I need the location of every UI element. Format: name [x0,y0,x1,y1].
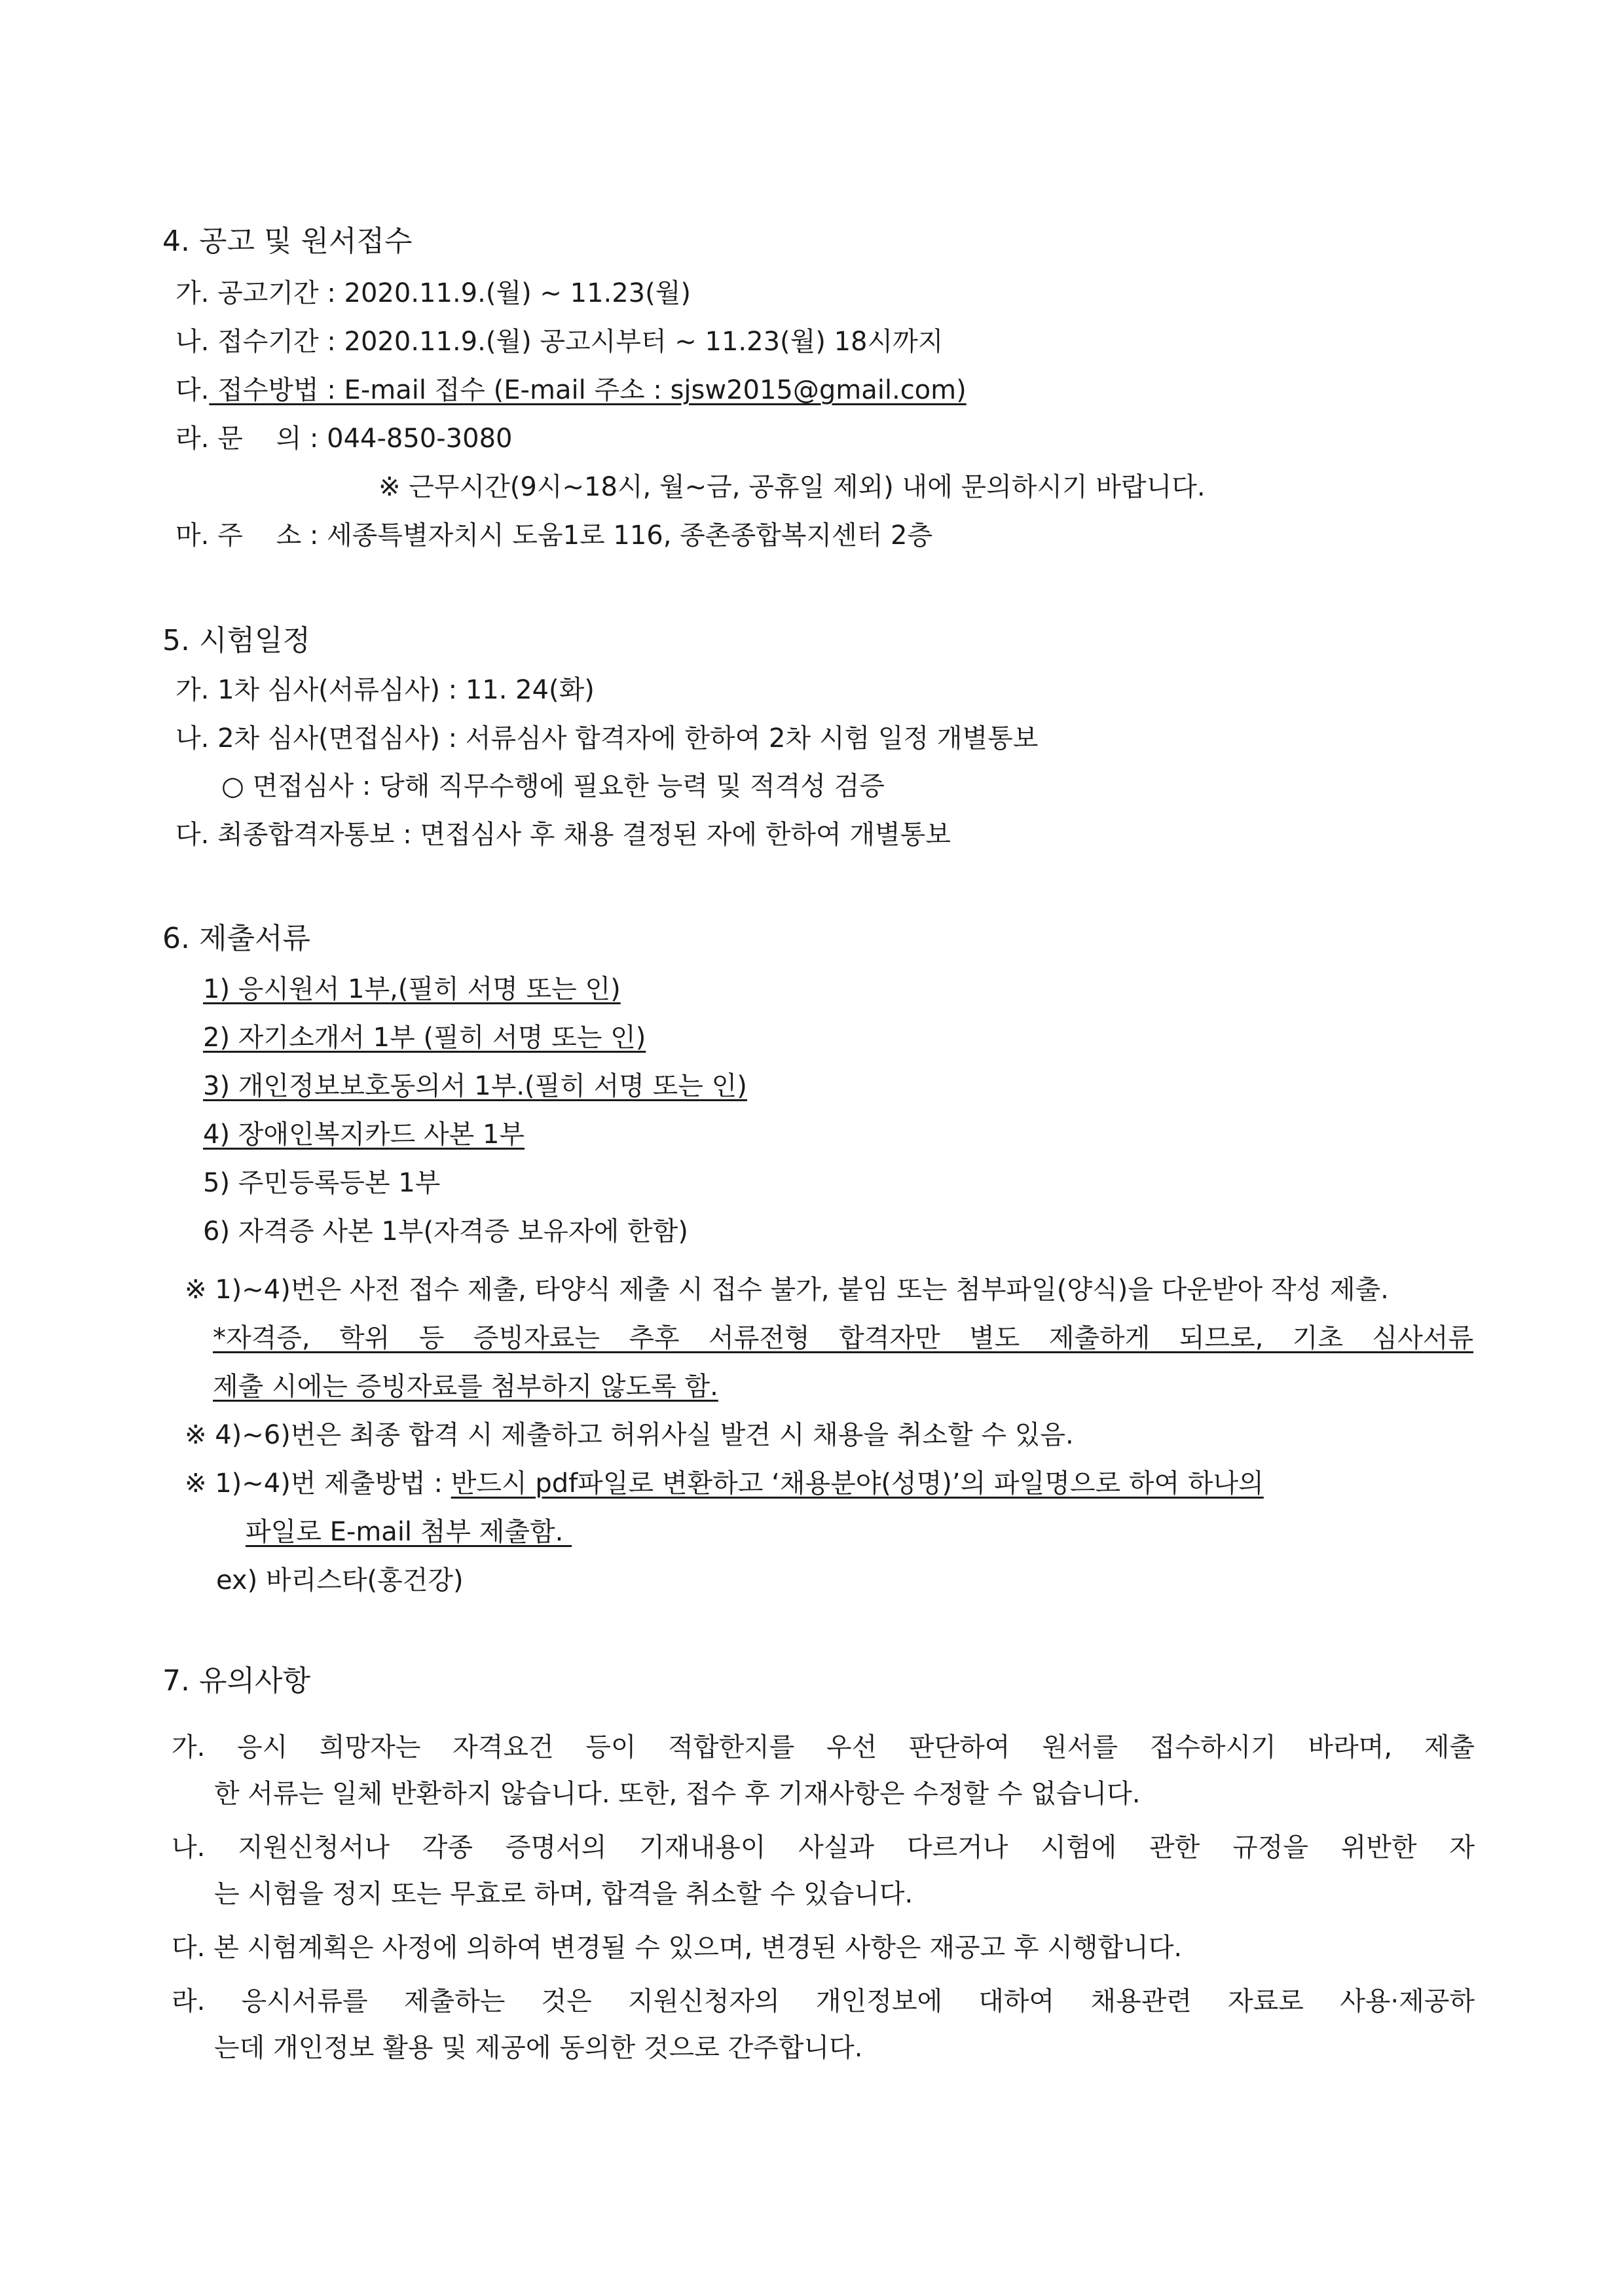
s4-receipt-method [175,374,967,406]
s6-example: ex) 바리스타(홍건강) [216,1565,464,1595]
doc-item-3: 3) 개인정보보호동의서 1부.(필히 서명 또는 인) [203,1071,747,1101]
doc-item-2: 2) 자기소개서 1부 (필히 서명 또는 인) [203,1023,646,1053]
s6-note-3 [185,1468,1264,1499]
s5-final-notice: 다. 최종합격자통보 : 면접심사 후 채용 결정된 자에 한하여 개별통보 [175,820,951,850]
doc-item-6: 6) 자격증 사본 1부(자격증 보유자에 한함) [203,1216,688,1247]
s5-first-review: 가. 1차 심사(서류심사) : 11. 24(화) [175,675,595,705]
s4-posting-period: 가. 공고기간 : 2020.11.9.(월) ~ 11.23(월) [175,278,691,308]
section-5-title: 5. 시험일정 [162,624,310,657]
section-6-title: 6. 제출서류 [162,922,310,955]
s6-note-1: ※ 1)~4)번은 사전 접수 제출, 타양식 제출 시 접수 불가, 붙임 또는 첨부파일(양식)을 다운받아 작성 제출. [185,1275,1389,1305]
s6-note-3-prefix: ※ 1)~4)번 제출방법 : [185,1468,451,1499]
s4-inquiry: 라. 문 의 : 044-850-3080 [175,424,513,454]
s7-item-ga-line-1: 가. 응시 희망자는 자격요건 등이 적합한지를 우선 판단하여 원서를 접수하시기 바라며, 제출 [172,1732,1475,1762]
s6-note-1-line-2: *자격증, 학위 등 증빙자료는 추후 서류전형 합격자만 별도 제출하게 되므로, 기초 심사서류 [213,1323,1473,1353]
s7-item-ra-line-1: 라. 응시서류를 제출하는 것은 지원신청자의 개인정보에 대하여 채용관련 자료로 사용·제공하 [172,1986,1475,2016]
s7-item-na-line-2: 는 시험을 정지 또는 무효로 하며, 합격을 취소할 수 있습니다. [214,1879,913,1909]
s4-receipt-period: 나. 접수기간 : 2020.11.9.(월) 공고시부터 ~ 11.23(월) 18시까지 [175,327,944,357]
s6-note-3-text: 반드시 pdf파일로 변환하고 ‘채용분야(성명)’의 파일명으로 하여 하나의 [451,1468,1264,1499]
s7-item-ra-line-2: 는데 개인정보 활용 및 제공에 동의한 것으로 간주합니다. [214,2033,863,2063]
s7-item-ga-line-2: 한 서류는 일체 반환하지 않습니다. 또한, 접수 후 기재사항은 수정할 수 없습니다. [214,1779,1141,1809]
section-4-title: 4. 공고 및 원서접수 [162,225,413,258]
s7-item-da: 다. 본 시험계획은 사정에 의하여 변경될 수 있으며, 변경된 사항은 재공고 후 시행합니다. [172,1933,1183,1963]
s4-receipt-method-prefix: 다. [175,375,210,405]
s5-interview-note: ○ 면접심사 : 당해 직무수행에 필요한 능력 및 적격성 검증 [221,771,885,801]
s5-second-review: 나. 2차 심사(면접심사) : 서류심사 합격자에 한하여 2차 시험 일정 개별통보 [175,723,1039,754]
s4-inquiry-note: ※ 근무시간(9시~18시, 월~금, 공휴일 제외) 내에 문의하시기 바랍니다. [378,472,1206,502]
s4-receipt-method-text: 접수방법 : E-mail 접수 (E-mail 주소 : sjsw2015@gmail.com) [209,375,967,405]
doc-item-5: 5) 주민등록등본 1부 [203,1168,441,1198]
doc-item-4: 4) 장애인복지카드 사본 1부 [203,1120,525,1150]
doc-item-1: 1) 응시원서 1부,(필히 서명 또는 인) [203,974,621,1004]
s6-note-2: ※ 4)~6)번은 최종 합격 시 제출하고 허위사실 발견 시 채용을 취소할 수 있음. [185,1420,1074,1450]
s6-note-1-line-3: 제출 시에는 증빙자료를 첨부하지 않도록 함. [213,1372,718,1402]
s6-note-3-line-2: 파일로 E-mail 첨부 제출함. [246,1517,572,1547]
section-7-title: 7. 유의사항 [162,1664,310,1698]
s4-address: 마. 주 소 : 세종특별자치시 도움1로 116, 종촌종합복지센터 2층 [175,520,933,551]
s7-item-na-line-1: 나. 지원신청서나 각종 증명서의 기재내용이 사실과 다르거나 시험에 관한 규정을 위반한 자 [172,1832,1475,1863]
